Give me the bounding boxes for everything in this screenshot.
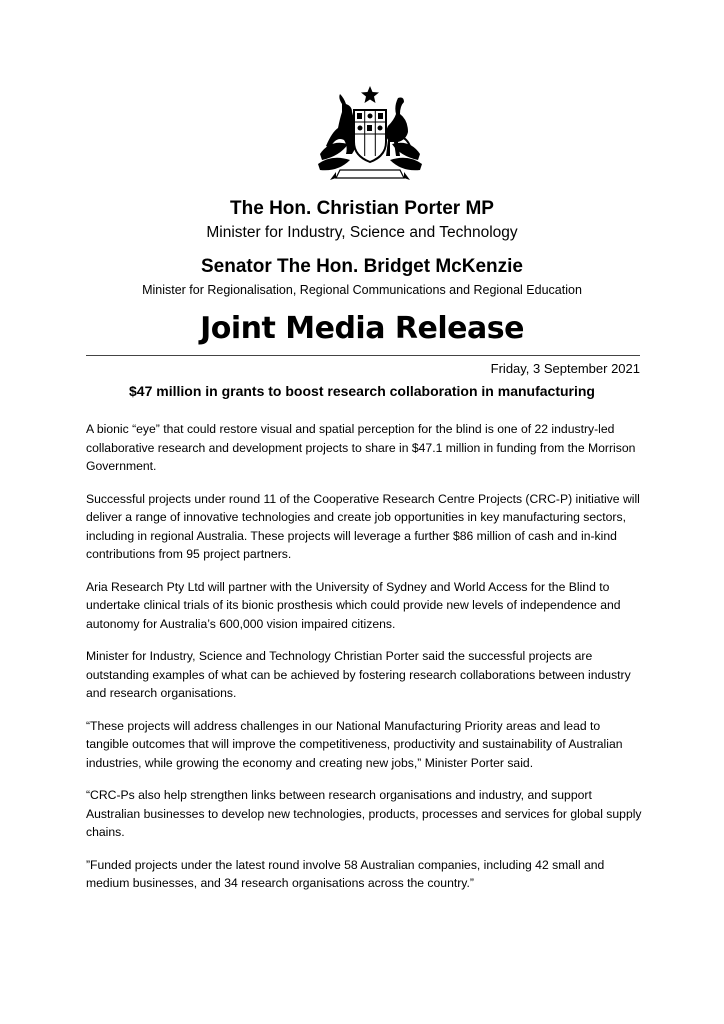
paragraph: ”Funded projects under the latest round involve 58 Australian companies, including 42 small and medium businesses, and 34 research organisations across the country.” bbox=[86, 857, 605, 890]
paragraph: “These projects will address challenges in our National Manufacturing Priority areas and lead to tangible outcomes that will improve the competitiveness, productivity and sustainability of Australian industries, while growing the economy and creating new jobs,” Minister Porter said. bbox=[86, 718, 623, 770]
minister-1-name: The Hon. Christian Porter MP bbox=[230, 198, 494, 219]
minister-2-name: Senator The Hon. Bridget McKenzie bbox=[201, 256, 523, 277]
title-divider bbox=[86, 355, 640, 356]
minister-2-role: Minister for Regionalisation, Regional Communications and Regional Education bbox=[142, 283, 582, 297]
release-title: Joint Media Release bbox=[200, 311, 524, 346]
paragraph: Minister for Industry, Science and Technology Christian Porter said the successful projects are outstanding examples of what can be achieved by fostering research collaborations between industry and research organisations. bbox=[86, 649, 631, 700]
paragraph: Aria Research Pty Ltd will partner with the University of Sydney and World Access for the Blind to undertake clinical trials of its bionic prosthesis which could provide new levels of independence and autonomy for Australia’s 600,000 vision impaired citizens. bbox=[86, 579, 621, 631]
paragraph: Successful projects under round 11 of the Cooperative Research Centre Projects (CRC-P) initiative will deliver a range of innovative technologies and create job opportunities in key manufacturing sectors, including in regional Australia. These projects will leverage a further $86 million of cash and in-kind contributions from 95 project partners. bbox=[86, 491, 640, 561]
paragraph: A bionic “eye” that could restore visual and spatial perception for the blind is one of 22 industry-led collaborative research and development projects to share in $47.1 million in funding from the Morrison Government. bbox=[86, 422, 636, 473]
release-body bbox=[86, 420, 642, 907]
headline: $47 million in grants to boost research collaboration in manufacturing bbox=[129, 383, 595, 399]
release-date: Friday, 3 September 2021 bbox=[490, 361, 640, 376]
paragraph: “CRC-Ps also help strengthen links between research organisations and industry, and support Australian businesses to develop new technologies, products, processes and services for global supply chains. bbox=[86, 788, 642, 839]
minister-1-role: Minister for Industry, Science and Technology bbox=[206, 224, 518, 241]
australian-coat-of-arms-icon bbox=[300, 84, 440, 190]
